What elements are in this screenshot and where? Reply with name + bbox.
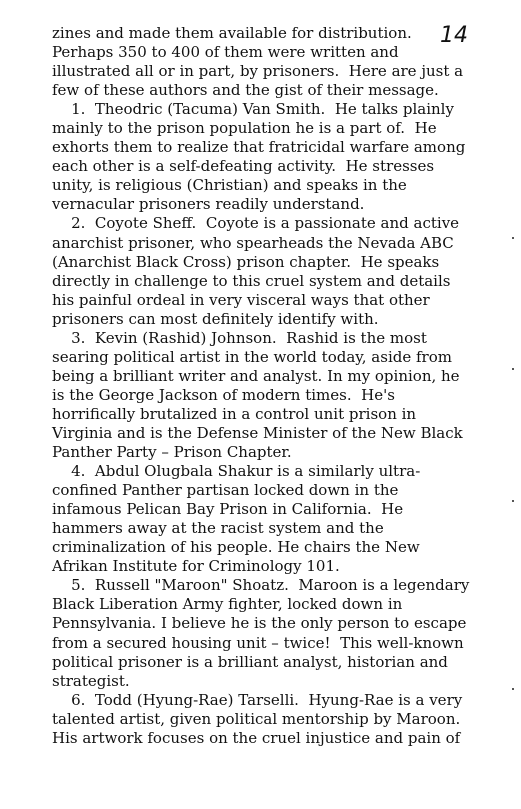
- text-line: 3. Kevin (Rashid) Johnson. Rashid is the most: [52, 328, 427, 347]
- text-line: each other is a self-defeating activity. He stresses: [52, 157, 435, 176]
- text-line: unity, is religious (Christian) and speaks in the: [52, 176, 407, 195]
- text-line: Virginia and is the Defense Minister of the New Black: [52, 423, 463, 442]
- text-line: strategist.: [52, 671, 130, 690]
- text-line: confined Panther partisan locked down in the: [52, 481, 399, 500]
- text-line: mainly to the prison population he is a part of. He: [52, 119, 437, 138]
- text-line: Black Liberation Army fighter, locked down in: [52, 595, 403, 614]
- text-line: 4. Abdul Olugbala Shakur is a similarly ultra-: [52, 462, 421, 481]
- text-line: prisoners can most definitely identify with.: [52, 309, 379, 328]
- text-line: talented artist, given political mentorship by Maroon.: [52, 709, 461, 728]
- scan-speck: [512, 237, 514, 239]
- text-line: zines and made them available for distribution.: [52, 24, 412, 42]
- text-line: directly in challenge to this cruel system and details: [52, 271, 451, 290]
- handwritten-page-number: 14: [440, 23, 468, 48]
- text-line: is the George Jackson of modern times. He's: [52, 385, 395, 404]
- text-line: being a brilliant writer and analyst. In my opinion, he: [52, 366, 460, 385]
- text-line: exhorts them to realize that fratricidal warfare among: [52, 138, 466, 157]
- text-line: 6. Todd (Hyung-Rae) Tarselli. Hyung-Rae is a very: [52, 690, 463, 709]
- text-line: few of these authors and the gist of their message.: [52, 81, 439, 100]
- scan-speck: [512, 368, 514, 370]
- body-text: [52, 24, 492, 748]
- text-line: Perhaps 350 to 400 of them were written and: [52, 43, 399, 62]
- text-line: his painful ordeal in very visceral ways that other: [52, 290, 430, 309]
- text-line: criminalization of his people. He chairs the New: [52, 538, 420, 557]
- text-line: infamous Pelican Bay Prison in California. He: [52, 500, 404, 519]
- text-line: vernacular prisoners readily understand.: [52, 195, 365, 214]
- text-line: from a secured housing unit – twice! This well-known: [52, 633, 464, 652]
- text-line: 1. Theodric (Tacuma) Van Smith. He talks plainly: [52, 100, 454, 119]
- scan-speck: [512, 688, 514, 690]
- text-line: 5. Russell "Maroon" Shoatz. Maroon is a legendary: [52, 576, 470, 595]
- text-line: searing political artist in the world today, aside from: [52, 347, 452, 366]
- text-line: His artwork focuses on the cruel injustice and pain of: [52, 728, 461, 747]
- text-line: Afrikan Institute for Criminology 101.: [52, 557, 340, 576]
- text-line: horrifically brutalized in a control unit prison in: [52, 404, 417, 423]
- scan-speck: [512, 500, 514, 502]
- text-line: Panther Party – Prison Chapter.: [52, 443, 292, 462]
- text-line: Pennsylvania. I believe he is the only person to escape: [52, 614, 467, 633]
- text-line: 2. Coyote Sheff. Coyote is a passionate and active: [52, 214, 460, 233]
- text-line: hammers away at the racist system and the: [52, 519, 384, 538]
- text-line: (Anarchist Black Cross) prison chapter. He speaks: [52, 252, 440, 271]
- text-line: political prisoner is a brilliant analyst, historian and: [52, 652, 448, 671]
- text-line: illustrated all or in part, by prisoners. Here are just a: [52, 62, 464, 81]
- text-line: anarchist prisoner, who spearheads the Nevada ABC: [52, 233, 454, 252]
